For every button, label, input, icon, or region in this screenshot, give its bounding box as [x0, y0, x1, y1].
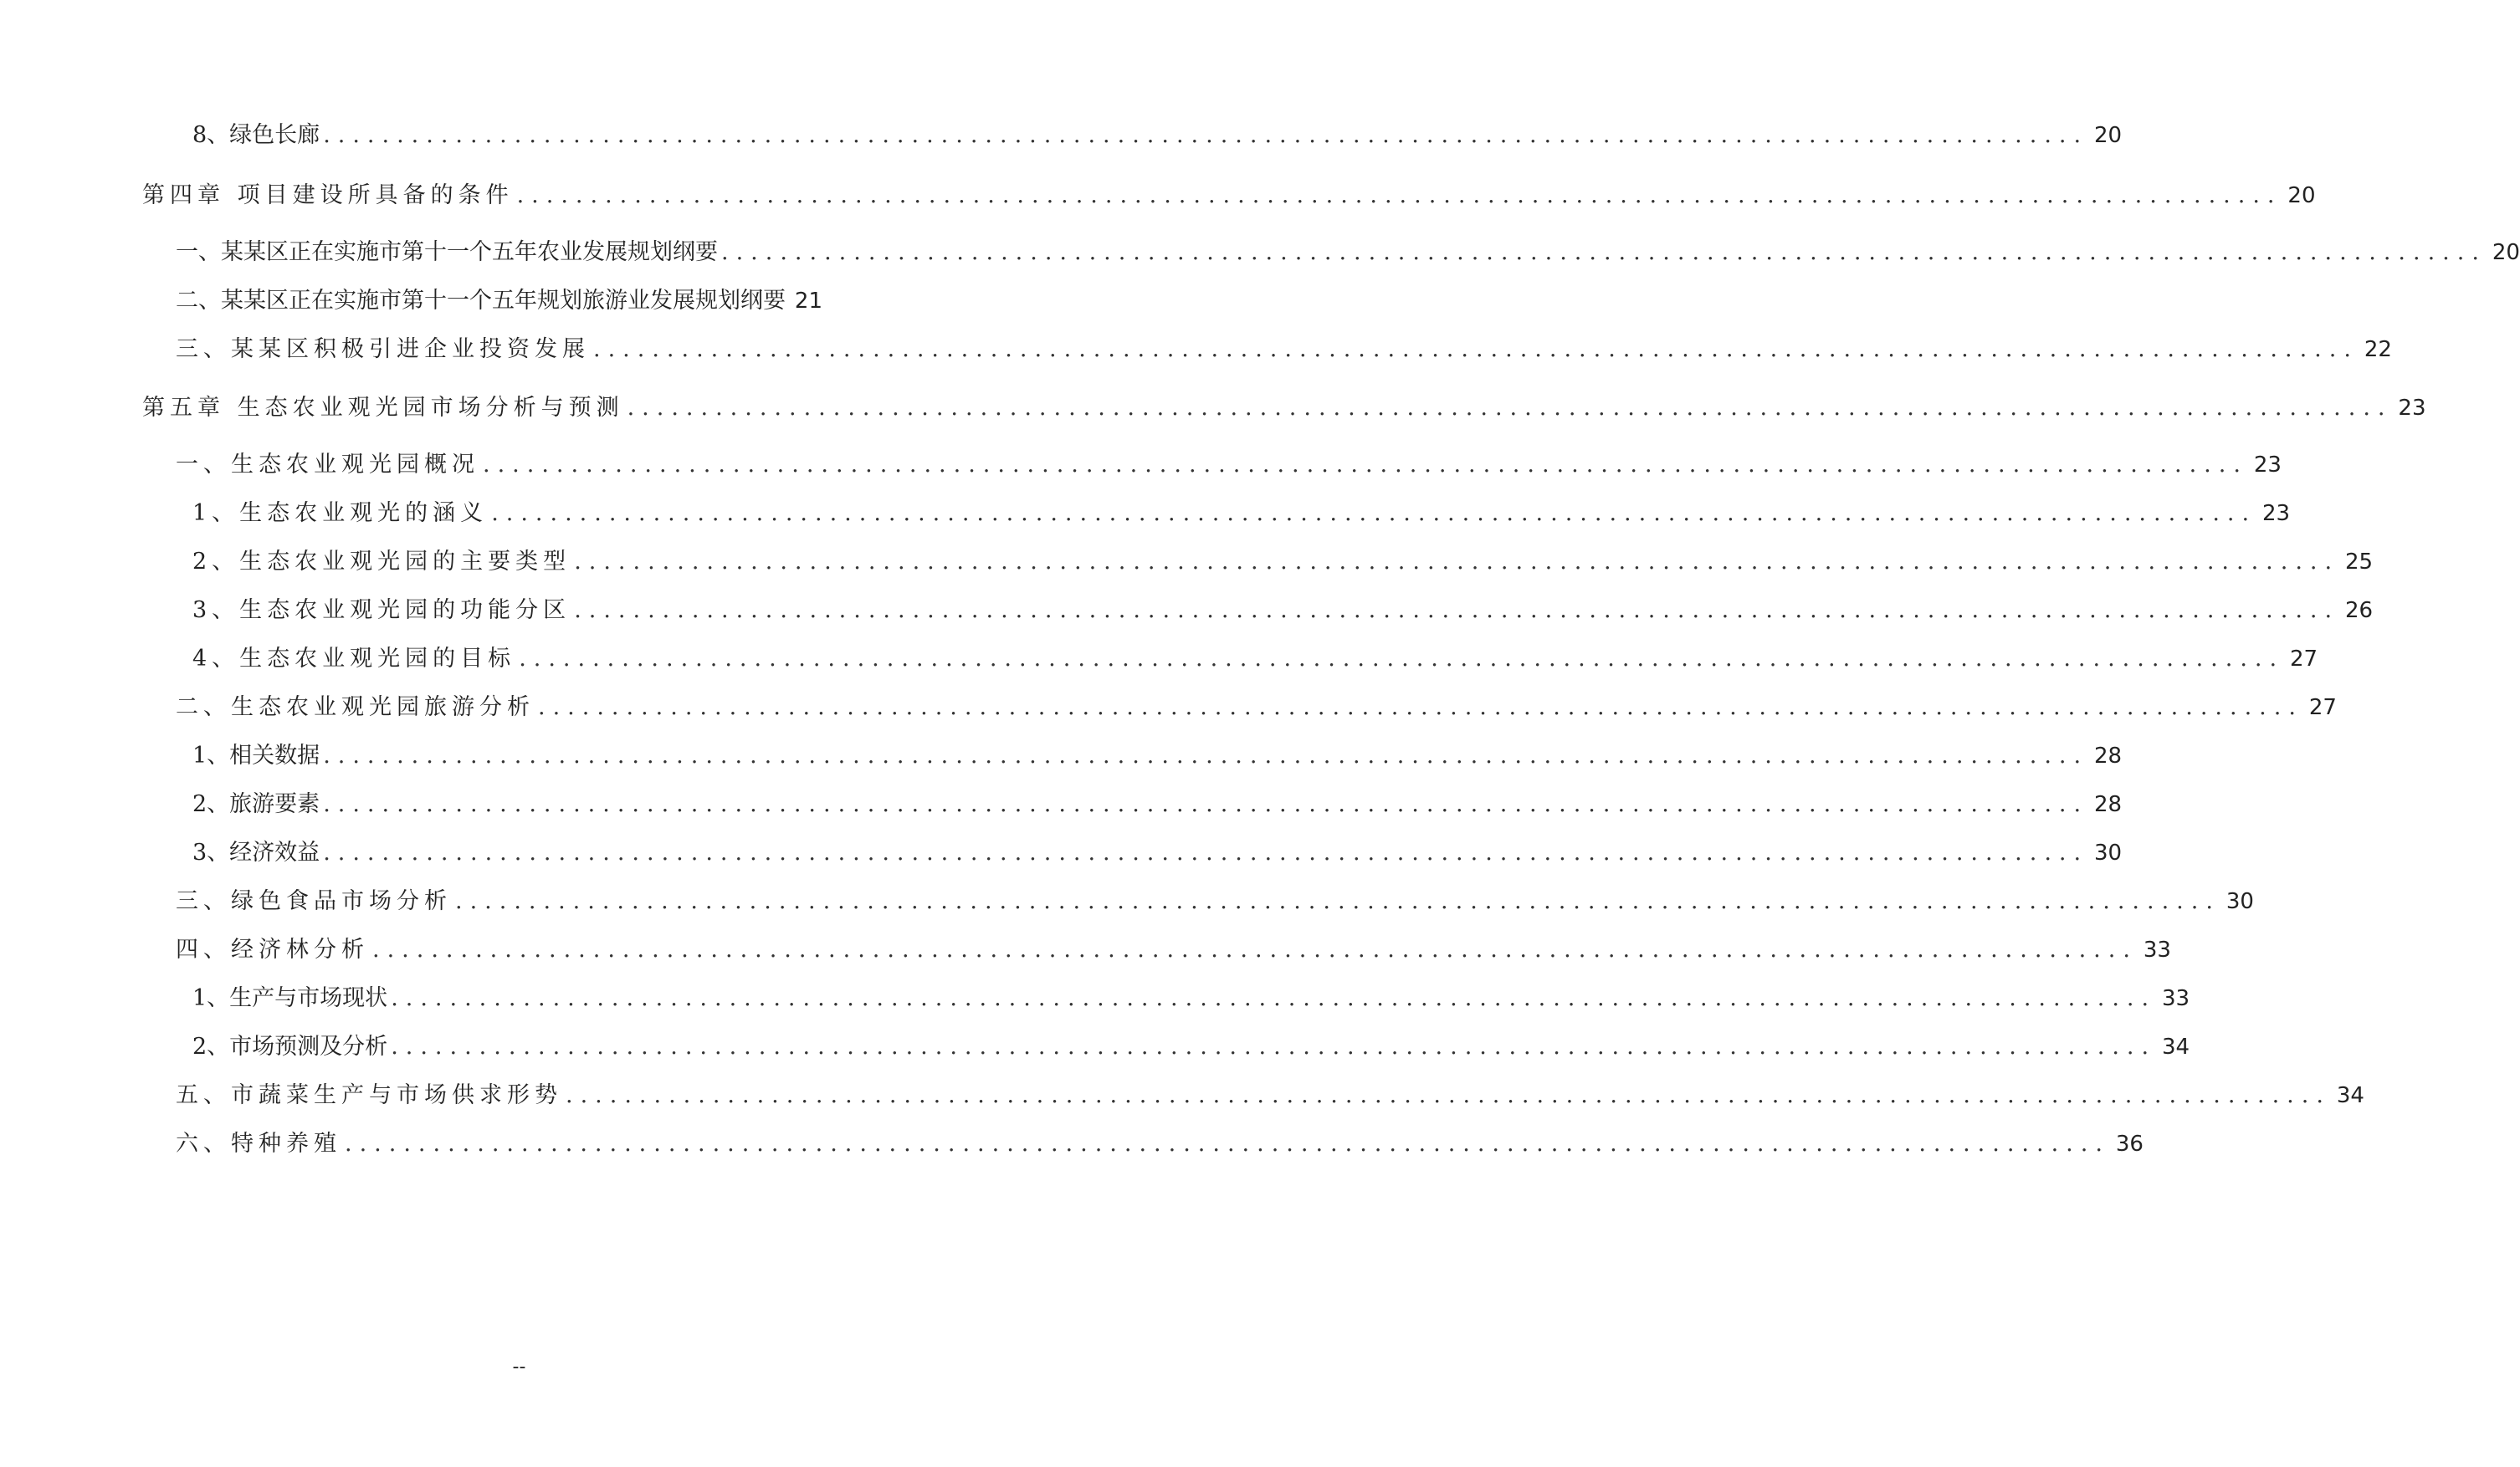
toc-entry-title: 五、市蔬菜生产与市场供求形势 [176, 1082, 562, 1108]
toc-entry[interactable] [0, 177, 2316, 214]
toc-page-number: 23 [2253, 452, 2282, 478]
toc-dot-leader: ........................................................................................................................ [721, 239, 2487, 265]
toc-page-number: 27 [2290, 647, 2318, 672]
toc-page-number: 20 [2492, 240, 2520, 265]
toc-page-number: 28 [2094, 744, 2123, 769]
toc-entry-title: 一、某某区正在实施市第十一个五年农业发展规划纲要 [176, 239, 718, 265]
toc-entry-title: 六、特种养殖 [176, 1131, 341, 1157]
toc-page-number: 30 [2225, 889, 2254, 914]
toc-dot-leader: ........................................................................................................................ [593, 336, 2359, 362]
toc-entry-title: 8、绿色长廊 [192, 122, 320, 148]
toc-page-number: 27 [2308, 695, 2337, 720]
toc-entry[interactable] [0, 1077, 2364, 1114]
toc-page-number: 30 [2094, 841, 2123, 866]
toc-page-number: 20 [2287, 183, 2316, 208]
toc-entry[interactable] [0, 641, 2318, 677]
toc-dot-leader: ........................................................................................................................ [516, 182, 2282, 208]
toc-page-number: 20 [2094, 123, 2123, 148]
toc-dot-leader: ........................................................................................................................ [538, 694, 2303, 720]
toc-dot-leader: ........................................................................................................................ [323, 840, 2089, 866]
toc-entry-title: 2、生态农业观光园的主要类型 [192, 549, 571, 575]
toc-entry[interactable] [0, 835, 2123, 872]
toc-entry-title: 第四章 项目建设所具备的条件 [142, 182, 514, 208]
toc-entry[interactable] [0, 1126, 2144, 1163]
toc-dot-leader: ........................................................................................................................ [391, 1034, 2157, 1060]
toc-page-number: 25 [2345, 549, 2374, 575]
toc-entry-title: 1、生产与市场现状 [192, 985, 388, 1011]
page-footer: -- [512, 1357, 526, 1378]
toc-entry[interactable] [0, 592, 2374, 629]
toc-dot-leader: ........................................................................................................................ [323, 791, 2089, 817]
toc-entry[interactable] [0, 544, 2374, 580]
toc-page-number: 21 [794, 289, 822, 314]
toc-entry[interactable] [0, 738, 2123, 774]
toc-entry-title: 4、生态农业观光园的目标 [192, 646, 516, 672]
toc-entry-title: 第五章 生态农业观光园市场分析与预测 [142, 395, 624, 421]
toc-entry-title: 3、生态农业观光园的功能分区 [192, 597, 571, 623]
toc-entry-title: 3、经济效益 [192, 840, 320, 866]
toc-entry[interactable] [0, 980, 2190, 1017]
toc-entry-title: 二、生态农业观光园旅游分析 [176, 694, 535, 720]
toc-entry[interactable] [0, 1029, 2190, 1066]
toc-entry-title: 一、生态农业观光园概况 [176, 452, 479, 478]
toc-page-number: 34 [2336, 1083, 2364, 1108]
toc-dot-leader: ........................................................................................................................ [566, 1082, 2331, 1108]
toc-dot-leader: ........................................................................................................................ [491, 500, 2257, 526]
toc-page-number: 33 [2162, 986, 2190, 1011]
toc-page-number: 22 [2364, 337, 2392, 362]
toc-dot-leader: ........................................................................................................................ [323, 122, 2089, 148]
toc-entry[interactable] [0, 932, 2171, 969]
toc-dot-leader: ........................................................................................................................ [627, 395, 2393, 421]
toc-page-number: 34 [2162, 1035, 2190, 1060]
toc-dot-leader: ........................................................................................................................ [372, 937, 2138, 963]
toc-entry-title: 2、市场预测及分析 [192, 1034, 388, 1060]
toc-entry[interactable] [0, 234, 2520, 271]
toc-entry[interactable] [0, 331, 2392, 368]
toc-entry[interactable] [0, 495, 2291, 532]
toc-entry[interactable] [0, 786, 2123, 823]
toc-entry-title: 二、某某区正在实施市第十一个五年规划旅游业发展规划纲要 [176, 288, 786, 314]
toc-page-number: 28 [2094, 792, 2123, 817]
toc-entry-title: 2、旅游要素 [192, 791, 320, 817]
toc-dot-leader: ........................................................................................................................ [574, 549, 2340, 575]
toc-entry-title: 1、生态农业观光的涵义 [192, 500, 489, 526]
toc-page-number: 26 [2345, 598, 2374, 623]
toc-entry[interactable] [0, 447, 2282, 483]
toc-dot-leader: ........................................................................................................................ [455, 888, 2220, 914]
toc-entry-title: 三、某某区积极引进企业投资发展 [176, 336, 590, 362]
toc-entry[interactable] [0, 117, 2123, 154]
toc-dot-leader: ........................................................................................................................ [345, 1131, 2110, 1157]
toc-entry-title: 四、经济林分析 [176, 937, 369, 963]
toc-entry[interactable] [0, 390, 2426, 427]
toc-page-number: 36 [2115, 1132, 2144, 1157]
toc-entry[interactable] [0, 689, 2337, 726]
toc-dot-leader: ........................................................................................................................ [574, 597, 2340, 623]
toc-page-number: 33 [2143, 938, 2171, 963]
toc-entry-title: 三、绿色食品市场分析 [176, 888, 452, 914]
toc-dot-leader: ........................................................................................................................ [323, 743, 2089, 769]
toc-entry-title: 1、相关数据 [192, 743, 320, 769]
toc-dot-leader: ........................................................................................................................ [483, 452, 2248, 478]
toc-entry[interactable] [0, 283, 1038, 319]
toc-page-number: 23 [2398, 396, 2426, 421]
toc-page-number: 23 [2262, 501, 2291, 526]
toc-dot-leader: ........................................................................................................................ [519, 646, 2285, 672]
toc-entry[interactable] [0, 883, 2254, 920]
toc-dot-leader: ........................................................................................................................ [391, 985, 2157, 1011]
